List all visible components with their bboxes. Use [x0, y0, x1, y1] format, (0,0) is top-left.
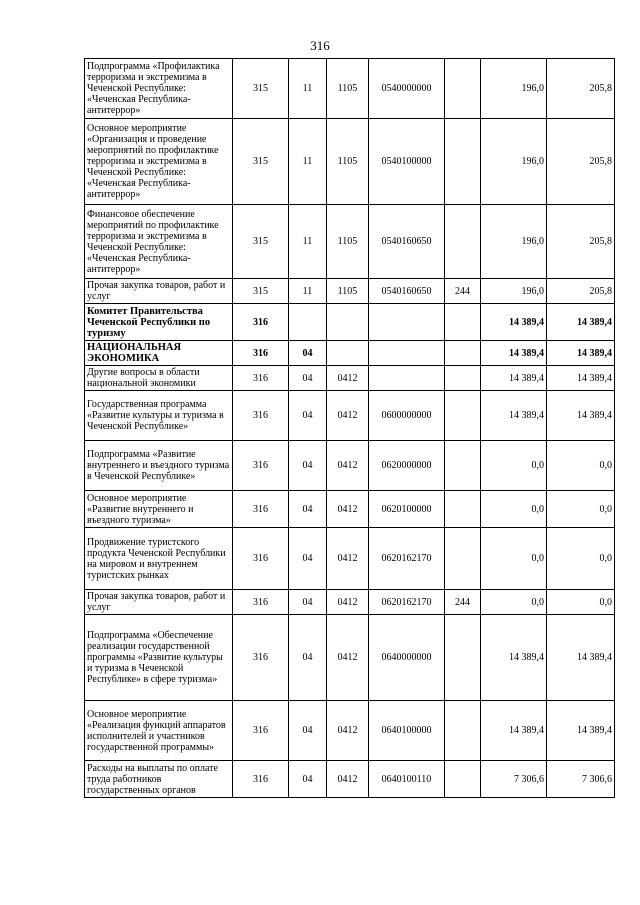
- row-amount-year2-cell: 14 389,4: [547, 701, 615, 761]
- row-amount-year1-cell: 0,0: [481, 491, 547, 528]
- row-expense-type-cell: [445, 615, 481, 701]
- row-ved-cell: 315: [233, 205, 289, 279]
- row-name-cell: Основное мероприятие «Организация и проведение мероприятий по профилактике терроризма и экстремизма в Чеченской Республике: «Чеченская Республика-антитеррор»: [85, 119, 233, 205]
- row-ved-cell: 316: [233, 701, 289, 761]
- row-amount-year1-cell: 196,0: [481, 279, 547, 304]
- row-subsection-cell: 0412: [327, 590, 369, 615]
- row-amount-year1-cell: 14 389,4: [481, 615, 547, 701]
- row-target-article-cell: 0640100000: [369, 701, 445, 761]
- row-amount-year2-cell: 0,0: [547, 441, 615, 491]
- row-ved-cell: 315: [233, 119, 289, 205]
- row-amount-year2-cell: 14 389,4: [547, 366, 615, 391]
- row-target-article-cell: [369, 366, 445, 391]
- table-row: [85, 304, 615, 341]
- row-name-cell: Подпрограмма «Обеспечение реализации государственной программы «Развитие культуры и туризма в Чеченской Республике» в сфере туризма»: [85, 615, 233, 701]
- row-section-cell: [289, 304, 327, 341]
- row-expense-type-cell: [445, 441, 481, 491]
- row-name-cell: Расходы на выплаты по оплате труда работников государственных органов: [85, 761, 233, 798]
- table-row: [85, 528, 615, 590]
- row-amount-year2-cell: 0,0: [547, 590, 615, 615]
- row-amount-year2-cell: 0,0: [547, 528, 615, 590]
- row-amount-year2-cell: 205,8: [547, 279, 615, 304]
- row-name-cell: Государственная программа «Развитие культуры и туризма в Чеченской Республике»: [85, 391, 233, 441]
- row-target-article-cell: 0620100000: [369, 491, 445, 528]
- row-target-article-cell: 0640000000: [369, 615, 445, 701]
- table-row: [85, 391, 615, 441]
- table-row: [85, 341, 615, 366]
- row-expense-type-cell: [445, 205, 481, 279]
- row-amount-year1-cell: 196,0: [481, 119, 547, 205]
- row-subsection-cell: 0412: [327, 528, 369, 590]
- row-target-article-cell: 0540100000: [369, 119, 445, 205]
- table-body: [85, 59, 615, 798]
- row-name-cell: Финансовое обеспечение мероприятий по профилактике терроризма и экстремизма в Чеченской Республике: «Чеченская Республика-антитеррор»: [85, 205, 233, 279]
- row-subsection-cell: 0412: [327, 391, 369, 441]
- row-subsection-cell: 0412: [327, 366, 369, 391]
- row-name-cell: Основное мероприятие «Реализация функций аппаратов исполнителей и участников государственной программы»: [85, 701, 233, 761]
- row-subsection-cell: [327, 304, 369, 341]
- row-section-cell: 04: [289, 441, 327, 491]
- row-amount-year2-cell: 14 389,4: [547, 341, 615, 366]
- row-name-cell: Подпрограмма «Развитие внутреннего и въездного туризма в Чеченской Республике»: [85, 441, 233, 491]
- row-amount-year2-cell: 205,8: [547, 59, 615, 119]
- row-ved-cell: 315: [233, 279, 289, 304]
- table-row: [85, 279, 615, 304]
- row-expense-type-cell: [445, 528, 481, 590]
- table-row: [85, 119, 615, 205]
- row-section-cell: 11: [289, 205, 327, 279]
- table-row: [85, 59, 615, 119]
- row-section-cell: 11: [289, 119, 327, 205]
- row-amount-year2-cell: 0,0: [547, 491, 615, 528]
- table-row: [85, 491, 615, 528]
- row-subsection-cell: 0412: [327, 761, 369, 798]
- row-expense-type-cell: 244: [445, 590, 481, 615]
- row-target-article-cell: [369, 304, 445, 341]
- row-section-cell: 04: [289, 341, 327, 366]
- row-amount-year1-cell: 14 389,4: [481, 304, 547, 341]
- row-target-article-cell: 0620162170: [369, 590, 445, 615]
- table-row: [85, 205, 615, 279]
- row-amount-year2-cell: 14 389,4: [547, 391, 615, 441]
- row-expense-type-cell: [445, 366, 481, 391]
- row-amount-year1-cell: 7 306,6: [481, 761, 547, 798]
- row-subsection-cell: [327, 341, 369, 366]
- row-target-article-cell: [369, 341, 445, 366]
- row-expense-type-cell: [445, 304, 481, 341]
- row-section-cell: 04: [289, 366, 327, 391]
- row-ved-cell: 316: [233, 304, 289, 341]
- row-ved-cell: 316: [233, 391, 289, 441]
- row-expense-type-cell: [445, 341, 481, 366]
- row-amount-year2-cell: 7 306,6: [547, 761, 615, 798]
- row-amount-year1-cell: 14 389,4: [481, 391, 547, 441]
- row-target-article-cell: 0540000000: [369, 59, 445, 119]
- row-ved-cell: 316: [233, 491, 289, 528]
- row-ved-cell: 316: [233, 615, 289, 701]
- table-row: [85, 701, 615, 761]
- row-subsection-cell: 0412: [327, 491, 369, 528]
- row-amount-year1-cell: 14 389,4: [481, 341, 547, 366]
- row-target-article-cell: 0640100110: [369, 761, 445, 798]
- row-name-cell: Комитет Правительства Чеченской Республики по туризму: [85, 304, 233, 341]
- row-amount-year1-cell: 196,0: [481, 205, 547, 279]
- row-ved-cell: 316: [233, 341, 289, 366]
- row-name-cell: Подпрограмма «Профилактика терроризма и экстремизма в Чеченской Республике: «Чеченская Республика-антитеррор»: [85, 59, 233, 119]
- row-section-cell: 04: [289, 391, 327, 441]
- row-amount-year1-cell: 14 389,4: [481, 366, 547, 391]
- row-name-cell: НАЦИОНАЛЬНАЯ ЭКОНОМИКА: [85, 341, 233, 366]
- row-section-cell: 11: [289, 59, 327, 119]
- row-name-cell: Другие вопросы в области национальной экономики: [85, 366, 233, 391]
- row-amount-year2-cell: 14 389,4: [547, 304, 615, 341]
- row-ved-cell: 316: [233, 366, 289, 391]
- row-ved-cell: 316: [233, 761, 289, 798]
- row-target-article-cell: 0600000000: [369, 391, 445, 441]
- row-expense-type-cell: 244: [445, 279, 481, 304]
- row-amount-year1-cell: 0,0: [481, 590, 547, 615]
- row-amount-year1-cell: 0,0: [481, 528, 547, 590]
- row-section-cell: 11: [289, 279, 327, 304]
- row-subsection-cell: 1105: [327, 205, 369, 279]
- row-ved-cell: 316: [233, 528, 289, 590]
- row-expense-type-cell: [445, 391, 481, 441]
- table-row: [85, 761, 615, 798]
- table-row: [85, 441, 615, 491]
- row-section-cell: 04: [289, 528, 327, 590]
- page-number: 316: [310, 38, 330, 53]
- row-name-cell: Основное мероприятие «Развитие внутреннего и въездного туризма»: [85, 491, 233, 528]
- row-amount-year1-cell: 14 389,4: [481, 701, 547, 761]
- row-ved-cell: 315: [233, 59, 289, 119]
- row-target-article-cell: 0620000000: [369, 441, 445, 491]
- row-expense-type-cell: [445, 119, 481, 205]
- row-subsection-cell: 0412: [327, 441, 369, 491]
- row-target-article-cell: 0620162170: [369, 528, 445, 590]
- row-section-cell: 04: [289, 701, 327, 761]
- row-ved-cell: 316: [233, 590, 289, 615]
- budget-table: [84, 58, 615, 798]
- row-target-article-cell: 0540160650: [369, 279, 445, 304]
- row-subsection-cell: 0412: [327, 615, 369, 701]
- row-expense-type-cell: [445, 491, 481, 528]
- row-amount-year2-cell: 14 389,4: [547, 615, 615, 701]
- table-row: [85, 366, 615, 391]
- row-name-cell: Прочая закупка товаров, работ и услуг: [85, 279, 233, 304]
- row-ved-cell: 316: [233, 441, 289, 491]
- row-amount-year1-cell: 196,0: [481, 59, 547, 119]
- row-name-cell: Прочая закупка товаров, работ и услуг: [85, 590, 233, 615]
- row-section-cell: 04: [289, 615, 327, 701]
- row-name-cell: Продвижение туристского продукта Чеченской Республики на мировом и внутреннем туристских рынках: [85, 528, 233, 590]
- row-subsection-cell: 1105: [327, 119, 369, 205]
- table-row: [85, 590, 615, 615]
- table-row: [85, 615, 615, 701]
- row-amount-year2-cell: 205,8: [547, 119, 615, 205]
- row-target-article-cell: 0540160650: [369, 205, 445, 279]
- row-section-cell: 04: [289, 590, 327, 615]
- row-amount-year1-cell: 0,0: [481, 441, 547, 491]
- row-section-cell: 04: [289, 491, 327, 528]
- row-expense-type-cell: [445, 59, 481, 119]
- row-expense-type-cell: [445, 701, 481, 761]
- row-section-cell: 04: [289, 761, 327, 798]
- row-subsection-cell: 0412: [327, 701, 369, 761]
- row-subsection-cell: 1105: [327, 59, 369, 119]
- row-subsection-cell: 1105: [327, 279, 369, 304]
- row-amount-year2-cell: 205,8: [547, 205, 615, 279]
- row-expense-type-cell: [445, 761, 481, 798]
